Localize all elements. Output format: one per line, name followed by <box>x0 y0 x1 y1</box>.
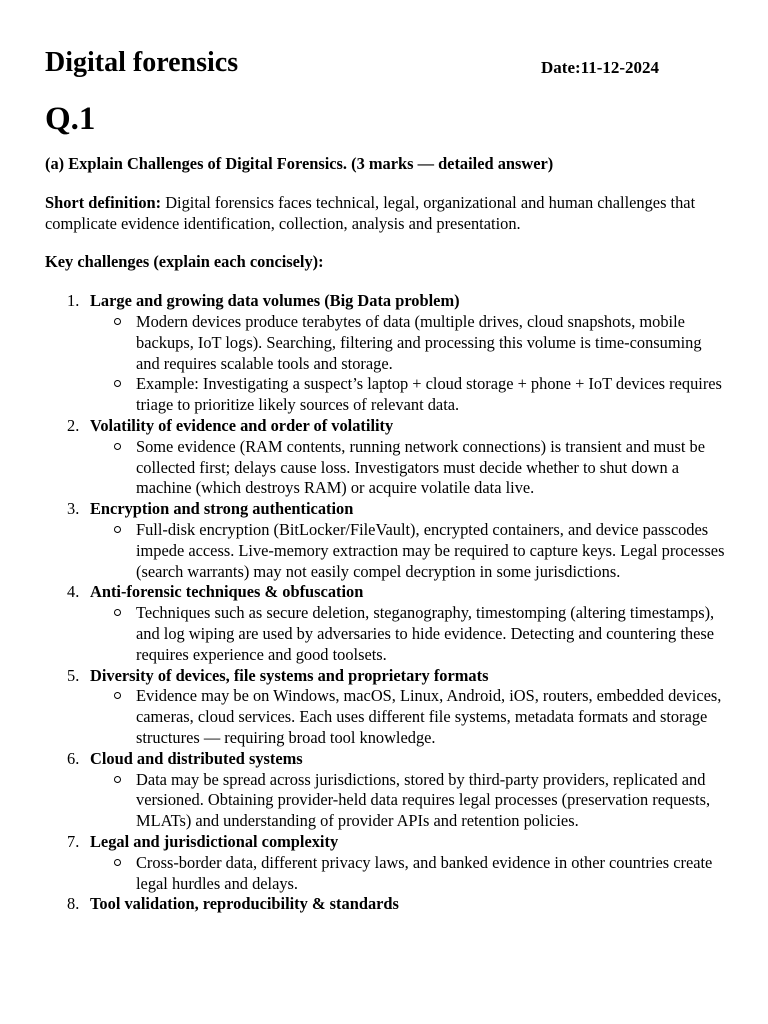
challenges-list <box>45 291 729 915</box>
challenge-point <box>90 437 729 499</box>
challenge-point-text: Cross-border data, different privacy laws, and banked evidence in other countries create legal hurdles and delays. <box>136 852 713 893</box>
challenge-item <box>45 666 729 749</box>
challenge-title: Tool validation, reproducibility & standards <box>90 894 399 914</box>
challenge-title: Legal and jurisdictional complexity <box>90 831 339 851</box>
circle-bullet-icon <box>114 526 121 533</box>
challenge-item <box>45 582 729 665</box>
challenge-number: 7. <box>67 831 80 851</box>
challenge-point <box>90 853 729 895</box>
short-definition <box>45 193 729 235</box>
challenge-point-text: Data may be spread across jurisdictions, stored by third-party providers, replicated and versioned. Obtaining provider-held data requires legal processes (preservation requests, MLATs) and understanding of provider APIs and retention policies. <box>136 769 711 831</box>
question-text: (a) Explain Challenges of Digital Forensics. (3 marks — detailed answer) <box>45 154 554 173</box>
circle-bullet-icon <box>114 776 121 783</box>
challenge-point-text: Evidence may be on Windows, macOS, Linux, Android, iOS, routers, embedded devices, cameras, cloud services. Each uses different file systems, metadata formats and storage structures — requiring broad tool knowledge. <box>136 686 722 747</box>
challenge-point-text: Full-disk encryption (BitLocker/FileVault), encrypted containers, and device passcodes impede access. Live-memory extraction may be required to capture keys. Legal processes (search warrants) may not easily compel decryption in some jurisdictions. <box>136 519 725 581</box>
challenge-title: Diversity of devices, file systems and proprietary formats <box>90 665 489 685</box>
circle-bullet-icon <box>114 380 121 387</box>
challenge-points <box>90 770 729 832</box>
document-title: Digital forensics <box>45 47 239 78</box>
challenge-point <box>90 374 729 416</box>
challenge-points <box>90 603 729 665</box>
challenge-number: 1. <box>67 291 80 311</box>
short-definition-label: Short definition: <box>45 192 162 212</box>
circle-bullet-icon <box>114 318 121 325</box>
challenge-title: Volatility of evidence and order of volatility <box>90 415 394 435</box>
short-definition-text: Digital forensics faces technical, legal, organizational and human challenges that complicate evidence identification, collection, analysis and presentation. <box>45 192 696 233</box>
circle-bullet-icon <box>114 859 121 866</box>
challenge-point <box>90 770 729 832</box>
challenge-title: Encryption and strong authentication <box>90 499 354 519</box>
challenge-points <box>90 520 729 582</box>
challenge-item <box>45 416 729 499</box>
circle-bullet-icon <box>114 692 121 699</box>
key-challenges-heading: Key challenges (explain each concisely): <box>45 252 324 272</box>
document-body <box>45 154 729 915</box>
circle-bullet-icon <box>114 609 121 616</box>
challenge-points <box>90 686 729 748</box>
challenge-number: 8. <box>67 894 80 914</box>
challenge-title: Large and growing data volumes (Big Data problem) <box>90 291 460 311</box>
challenge-point <box>90 603 729 665</box>
challenge-item <box>45 894 729 915</box>
challenge-points <box>90 437 729 499</box>
question-label: Q.1 <box>45 101 96 137</box>
challenge-point-text: Some evidence (RAM contents, running network connections) is transient and must be collected first; delays cause loss. Investigators must decide whether to shut down a machine (which destroys RAM) or acquire volatile data live. <box>136 436 705 498</box>
challenge-point-text: Example: Investigating a suspect’s laptop + cloud storage + phone + IoT devices requires triage to prioritize likely sources of relevant data. <box>136 374 722 415</box>
challenge-points <box>90 853 729 895</box>
challenge-point <box>90 312 729 374</box>
challenge-point <box>90 520 729 582</box>
challenge-item <box>45 291 729 416</box>
challenge-number: 2. <box>67 415 80 435</box>
circle-bullet-icon <box>114 443 121 450</box>
challenge-points <box>90 312 729 416</box>
challenge-point <box>90 686 729 748</box>
document-date: Date:11-12-2024 <box>541 58 660 77</box>
challenge-item <box>45 832 729 894</box>
challenge-number: 3. <box>67 499 80 519</box>
challenge-point-text: Techniques such as secure deletion, steganography, timestomping (altering timestamps), and log wiping are used by adversaries to hide evidence. Detecting and countering these requires experience and good toolsets. <box>136 603 715 664</box>
challenge-number: 6. <box>67 748 80 768</box>
challenge-title: Cloud and distributed systems <box>90 748 303 768</box>
challenge-item <box>45 499 729 582</box>
challenge-number: 5. <box>67 665 80 685</box>
challenge-number: 4. <box>67 582 80 602</box>
challenge-title: Anti-forensic techniques & obfuscation <box>90 582 364 602</box>
challenge-item <box>45 749 729 832</box>
challenge-point-text: Modern devices produce terabytes of data (multiple drives, cloud snapshots, mobile backups, IoT logs). Searching, filtering and processing this volume is time-consuming and requires scalable tools and storage. <box>136 311 702 373</box>
